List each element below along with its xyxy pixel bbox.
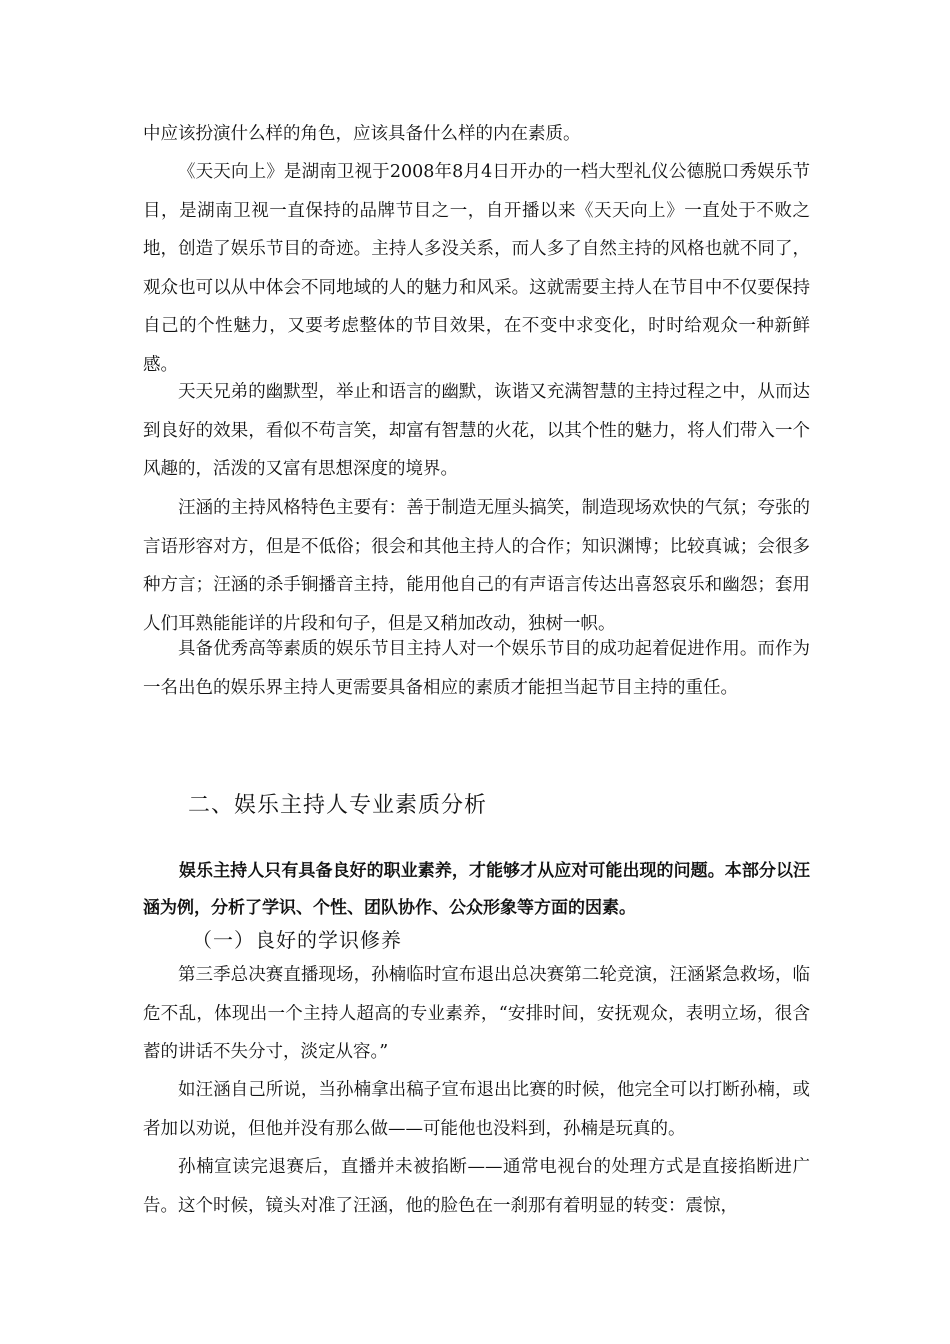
- paragraph-continuation: 中应该扮演什么样的角色，应该具备什么样的内在素质。: [143, 124, 581, 144]
- paragraph-season-final: 第三季总决赛直播现场，孙楠临时宣布退出总决赛第二轮竞演，汪涵紧急救场，临危不乱，体现出一个主持人超高的专业素养，“安排时间，安抚观众，表明立场，很含蓄的讲话不失分寸，淡定从容。”: [143, 965, 810, 1062]
- paragraph-wanghan-style: 汪涵的主持风格特色主要有：善于制造无厘头搞笑，制造现场欢快的气氛；夸张的言语形容对方，但是不低俗；很会和其他主持人的合作；知识渊博；比较真诚；会很多种方言；汪涵的杀手锏播音主持，能用他自己的有声语言传达出喜怒哀乐和幽怨；套用人们耳熟能能详的片段和句子，但是又稍加改动，独树一帜。: [143, 498, 810, 634]
- section-heading: 二、娱乐主持人专业素质分析: [188, 793, 488, 818]
- paragraph-tiantian-xiangshang-intro: 《天天向上》是湖南卫视于2008年8月4日开办的一档大型礼仪公德脱口秀娱乐节目，是湖南卫视一直保持的品牌节目之一，自开播以来《天天向上》一直处于不败之地，创造了娱乐节目的奇迹。主持人多没关系，而人多了自然主持的风格也就不同了，观众也可以从中体会不同地域的人的魅力和风采。这就需要主持人在节目中不仅要保持自己的个性魅力，又要考虑整体的节目效果，在不变中求变化，时时给观众一种新鲜感。: [143, 162, 810, 375]
- paragraph-wanghan-quote: 如汪涵自己所说，当孙楠拿出稿子宣布退出比赛的时候，他完全可以打断孙楠，或者加以劝说，但他并没有那么做——可能他也没料到，孙楠是玩真的。: [143, 1080, 810, 1139]
- section-intro-bold: 娱乐主持人只有具备良好的职业素养，才能够才从应对可能出现的问题。本部分以汪涵为例，分析了学识、个性、团队协作、公众形象等方面的因素。: [143, 861, 810, 918]
- paragraph-tiantian-brothers: 天天兄弟的幽默型，举止和语言的幽默，诙谐又充满智慧的主持过程之中，从而达到良好的效果，看似不苟言笑，却富有智慧的火花，以其个性的魅力，将人们带入一个风趣的，活泼的又富有思想深度的境界。: [143, 382, 810, 479]
- subsection-heading: （一）良好的学识修养: [192, 928, 402, 952]
- paragraph-broadcast: 孙楠宣读完退赛后，直播并未被掐断——通常电视台的处理方式是直接掐断进广告。这个时候，镜头对准了汪涵，他的脸色在一刹那有着明显的转变：震惊，: [143, 1157, 810, 1216]
- paragraph-host-quality: 具备优秀高等素质的娱乐节目主持人对一个娱乐节目的成功起着促进作用。而作为一名出色的娱乐界主持人更需要具备相应的素质才能担当起节目主持的重任。: [143, 639, 810, 698]
